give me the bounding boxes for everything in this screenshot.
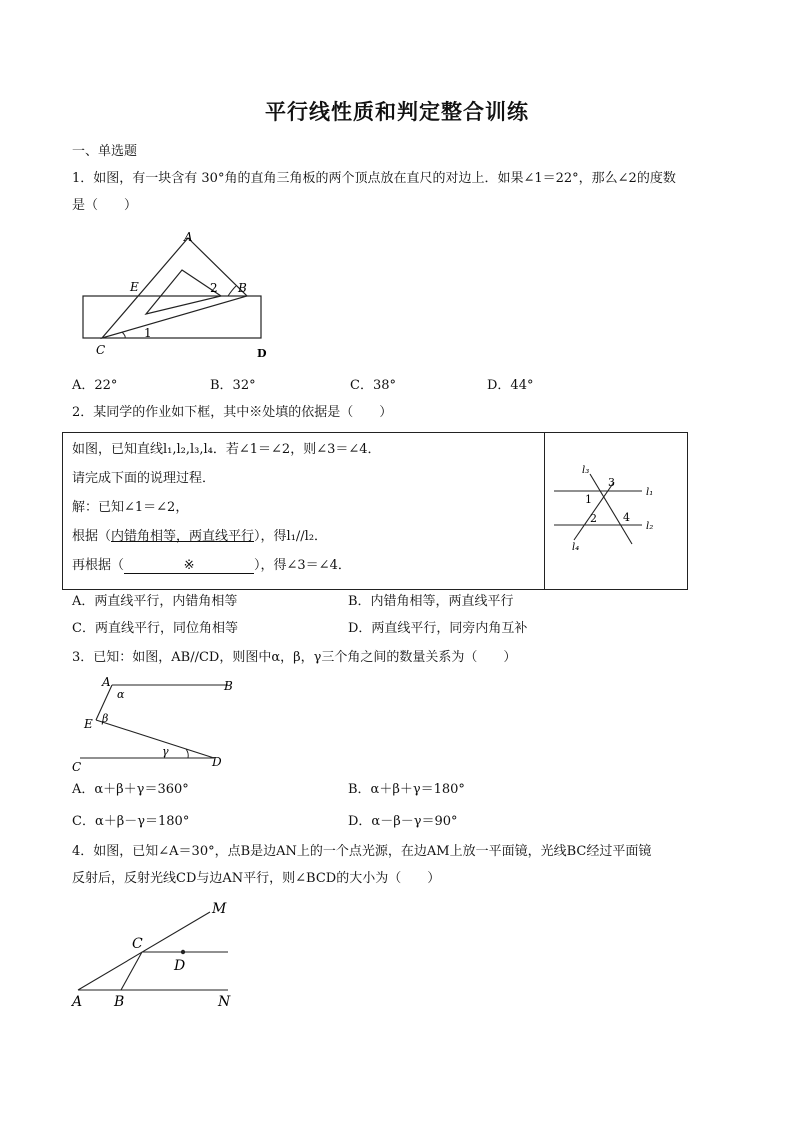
q4-label-C: C [132, 936, 143, 952]
q1-label-A: A [184, 230, 193, 244]
line-ED [96, 720, 214, 758]
q3-label-gamma: γ [162, 745, 169, 758]
q3-label-alpha: α [117, 688, 125, 701]
q3-option-c[interactable]: C．α＋β－γ＝180° [72, 814, 190, 829]
q4-label-N: N [218, 994, 231, 1010]
q2-label-l1: l₁ [646, 487, 654, 498]
gamma-arc [186, 749, 188, 758]
q1-stem-line1: 1．如图，有一块含有 30°角的直角三角板的两个顶点放在直尺的对边上．如果∠1＝22°，那么∠2的度数 [72, 171, 676, 186]
q1-option-b[interactable]: B．32° [210, 378, 256, 393]
q1-label-B: B [238, 281, 247, 295]
q1-label-D: D [257, 347, 267, 360]
ray-AM [78, 912, 210, 990]
q2-stem: 2．某同学的作业如下框，其中※处填的依据是（ ） [72, 405, 393, 420]
q4-label-A: A [72, 994, 83, 1010]
q4-stem-line2: 反射后，反射光线CD与边AN平行，则∠BCD的大小为（ ） [72, 871, 441, 886]
q4-stem-line1: 4．如图，已知∠A＝30°，点B是边AN上的一个点光源，在边AM上放一平面镜，光线BC经过平面镜 [72, 844, 652, 859]
q1-option-a[interactable]: A．22° [72, 378, 118, 393]
q4-label-B: B [114, 994, 125, 1010]
q2-label-l4: l₄ [572, 542, 580, 553]
q2-option-c[interactable]: C．两直线平行，同位角相等 [72, 621, 238, 636]
q2-box-line5: 再根据（ ※ ），得∠3＝∠4． [72, 558, 351, 573]
segment-BC [121, 952, 142, 990]
angle-1-arc [122, 332, 125, 338]
q2-option-b[interactable]: B．内错角相等，两直线平行 [348, 594, 514, 609]
ruler [83, 296, 261, 338]
q2-label-1: 1 [585, 493, 592, 506]
q2-answer-blank[interactable]: ※ [124, 558, 254, 574]
q3-option-a[interactable]: A．α＋β＋γ＝360° [72, 782, 189, 797]
q1-option-c[interactable]: C．38° [350, 378, 396, 393]
q3-label-E: E [84, 717, 93, 731]
q1-label-C: C [96, 343, 106, 357]
q2-box-line4: 根据（内错角相等，两直线平行），得l₁//l₂． [72, 529, 328, 544]
point-D [181, 950, 185, 954]
q3-option-b[interactable]: B．α＋β＋γ＝180° [348, 782, 465, 797]
q1-label-2: 2 [210, 281, 218, 295]
q2-box-line1: 如图，已知直线l₁,l₂,l₃,l₄．若∠1＝∠2，则∠3＝∠4． [72, 442, 381, 457]
q2-option-a[interactable]: A．两直线平行，内错角相等 [72, 594, 238, 609]
page-title: 平行线性质和判定整合训练 [265, 99, 529, 124]
angle-2-arc [228, 286, 236, 296]
q4-label-M: M [212, 901, 227, 917]
q2-label-l3: l₃ [582, 465, 590, 476]
q3-option-d[interactable]: D．α－β－γ＝90° [348, 814, 458, 829]
q2-label-l2: l₂ [646, 521, 654, 532]
q2-box-line2: 请完成下面的说理过程． [72, 471, 216, 486]
q1-stem-line2: 是（ ） [72, 198, 138, 213]
q3-label-A: A [102, 675, 111, 689]
q3-label-beta: β [102, 712, 109, 725]
q2-label-4: 4 [623, 511, 630, 524]
q3-stem: 3．已知：如图，AB//CD，则图中α，β，γ三个角之间的数量关系为（ ） [72, 650, 517, 665]
q4-figure [70, 895, 250, 1015]
section-heading: 一、单选题 [72, 144, 138, 159]
q3-label-C: C [72, 760, 82, 774]
q2-label-3: 3 [608, 476, 615, 489]
q3-figure [70, 674, 240, 776]
q2-reason-underlined: 内错角相等，两直线平行 [111, 529, 255, 544]
triangle-outer [102, 238, 247, 338]
q2-box-line3: 解：已知∠1＝∠2， [72, 500, 189, 515]
q1-figure [76, 228, 276, 363]
q3-label-B: B [224, 679, 233, 693]
q2-label-2: 2 [590, 512, 597, 525]
q1-label-1: 1 [144, 326, 152, 340]
q3-label-D: D [212, 755, 222, 769]
q1-option-d[interactable]: D．44° [487, 378, 534, 393]
q1-label-E: E [130, 280, 139, 294]
q4-label-D: D [174, 958, 186, 974]
q2-figure [550, 460, 680, 555]
q2-option-d[interactable]: D．两直线平行，同旁内角互补 [348, 621, 528, 636]
